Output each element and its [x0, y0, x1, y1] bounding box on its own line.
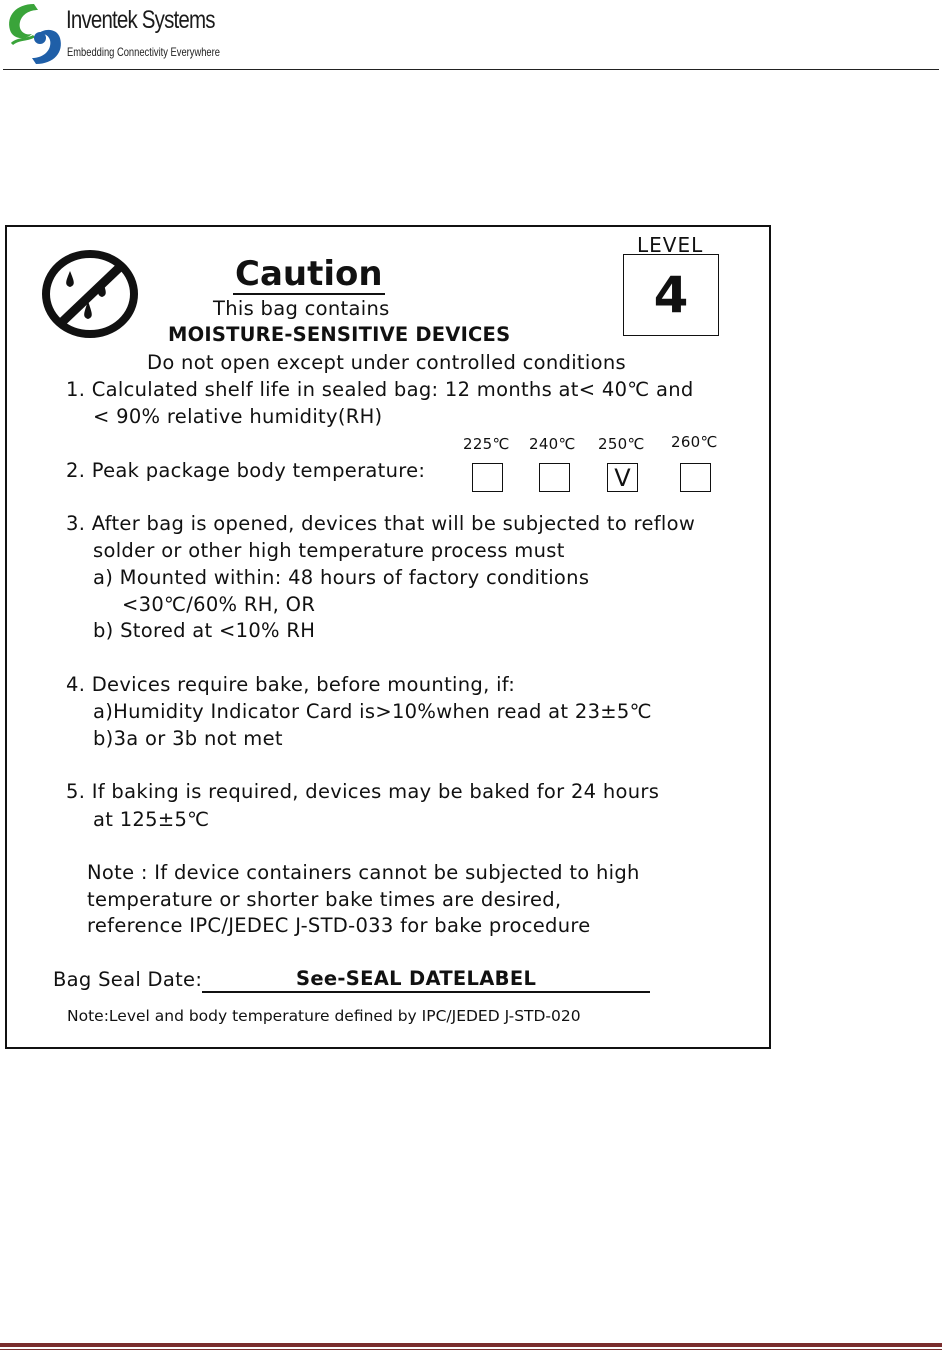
no-water-icon [40, 249, 140, 339]
temp-checkbox [680, 463, 711, 492]
caution-instruction: Do not open except under controlled conditions [147, 351, 626, 374]
seal-date-underline [202, 991, 650, 993]
temp-checkbox-checked: V [607, 463, 638, 492]
footnote: Note:Level and body temperature defined by IPC/JEDED J-STD-020 [67, 1007, 581, 1025]
caution-subtitle: This bag contains [213, 297, 390, 320]
item1-line1: 1. Calculated shelf life in sealed bag: 12 months at< 40℃ and [66, 378, 694, 401]
company-tagline: Embedding Connectivity Everywhere [67, 45, 220, 59]
temp-option-label: 250℃ [598, 435, 645, 453]
seal-date-value: See-SEAL DATELABEL [296, 967, 537, 990]
item1-line2: < 90% relative humidity(RH) [93, 405, 383, 428]
temp-checkbox [472, 463, 503, 492]
note-line3: reference IPC/JEDEC J-STD-033 for bake procedure [87, 914, 591, 937]
note-line1: Note : If device containers cannot be subjected to high [87, 861, 640, 884]
inventek-logo-icon [4, 0, 66, 68]
item2-text: 2. Peak package body temperature: [66, 459, 426, 482]
level-caption: LEVEL [637, 233, 704, 257]
footer-rule [0, 1343, 942, 1347]
caution-title: Caution [235, 254, 383, 294]
item3-line4: <30℃/60% RH, OR [122, 593, 316, 616]
item4-line2: a)Humidity Indicator Card is>10%when read at 23±5℃ [93, 700, 652, 723]
item3-line5: b) Stored at <10% RH [93, 619, 316, 642]
temp-option-label: 225℃ [463, 435, 510, 453]
level-value: 4 [623, 254, 719, 336]
footer-rule-thin [0, 1349, 942, 1350]
item5-line1: 5. If baking is required, devices may be baked for 24 hours [66, 780, 660, 803]
caution-heading: MOISTURE-SENSITIVE DEVICES [168, 323, 511, 346]
item5-line2: at 125±5℃ [93, 808, 210, 831]
temp-checkbox [539, 463, 570, 492]
note-line2: temperature or shorter bake times are desired, [87, 888, 562, 911]
moisture-caution-label [5, 225, 771, 1049]
item3-line3: a) Mounted within: 48 hours of factory conditions [93, 566, 590, 589]
item4-line3: b)3a or 3b not met [93, 727, 283, 750]
seal-date-label: Bag Seal Date: [53, 968, 203, 991]
page-header [0, 0, 942, 70]
item3-line1: 3. After bag is opened, devices that will be subjected to reflow [66, 512, 696, 535]
company-name: Inventek Systems [66, 6, 215, 34]
header-divider [3, 69, 939, 70]
item3-line2: solder or other high temperature process must [93, 539, 565, 562]
temp-option-label: 240℃ [529, 435, 576, 453]
item4-line1: 4. Devices require bake, before mounting, if: [66, 673, 516, 696]
temp-option-label: 260℃ [671, 433, 718, 451]
